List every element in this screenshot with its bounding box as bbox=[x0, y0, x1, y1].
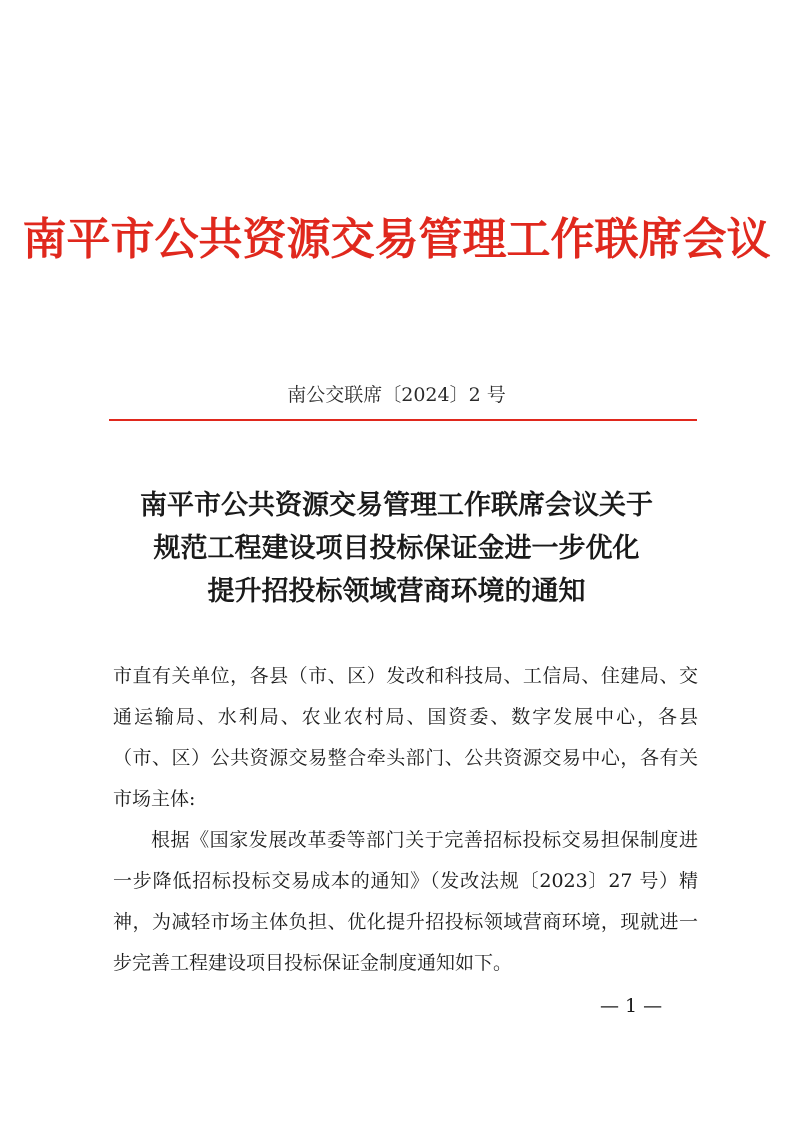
body-paragraph-1: 根据《国家发展改革委等部门关于完善招标投标交易担保制度进一步降低招标投标交易成本的通知》（发改法规〔2023〕27 号）精神，为减轻市场主体负担、优化提升招投标领域营商环境，现就进一步完善工程建设项目投标保证金制度通知如下。 bbox=[113, 829, 698, 974]
letterhead-divider bbox=[109, 419, 697, 421]
page-number: — 1 — bbox=[600, 995, 663, 1017]
letterhead-title: 南平市公共资源交易管理工作联席会议 bbox=[22, 214, 771, 265]
notice-title-line-3: 提升招投标领域营商环境的通知 bbox=[207, 576, 586, 607]
notice-title-line-1: 南平市公共资源交易管理工作联席会议关于 bbox=[140, 490, 653, 521]
document-number: 南公交联席〔2024〕2 号 bbox=[287, 384, 506, 406]
salutation: 市直有关单位，各县（市、区）发改和科技局、工信局、住建局、交通运输局、水利局、农业农村局、国资委、数字发展中心，各县（市、区）公共资源交易整合牵头部门、公共资源交易中心，各有关市场主体: bbox=[113, 665, 698, 810]
document-body bbox=[113, 656, 698, 984]
notice-title-line-2: 规范工程建设项目投标保证金进一步优化 bbox=[153, 533, 640, 564]
notice-title bbox=[60, 484, 733, 613]
